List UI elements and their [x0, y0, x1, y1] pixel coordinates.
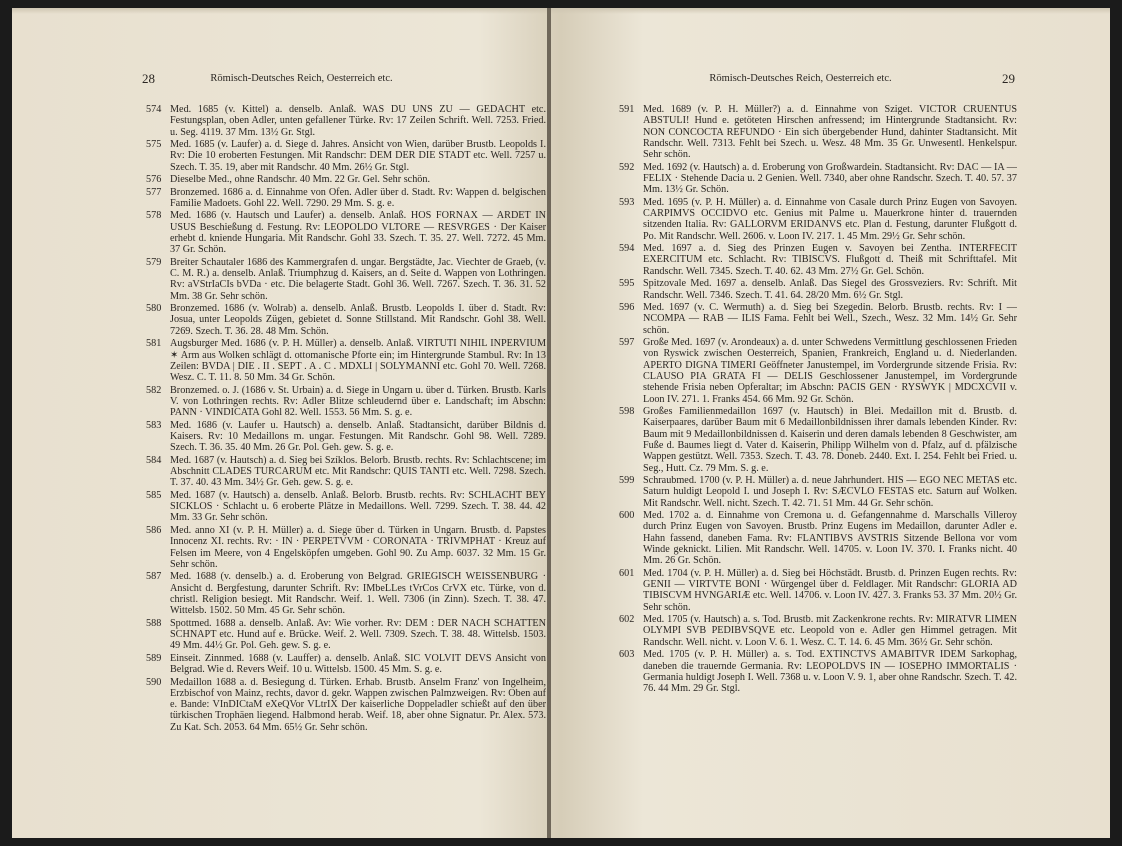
running-title: Römisch-Deutsches Reich, Oesterreich etc.	[210, 73, 393, 84]
entry-text: Breiter Schautaler 1686 des Kammergrafen d. ungar. Bergstädte, Jac. Viechter de Graeb, (v. C. M. R.) a. denselb. Anlaß. Triumphzug d. Kaisers, an d. Seite d. Wappen von Lothringen. Rv: aVStrIaCIs bVDa · etc. Die belagerte Stadt. Gohl 36. Well. 7267. Szech. T. 36. 31. 52 Mm. 38 Gr. Sehr schön.	[170, 256, 546, 302]
entry-number: 585	[146, 489, 162, 501]
entry-text: Med. 1688 (v. denselb.) a. d. Eroberung von Belgrad. GRIEGISCH WEISSENBURG · Ansicht d. Bergfestung, darunter Schrift. Rv: IMbeLLes tVrCos CrVX etc. Türke, von d. christl. Religion besiegt. Mit Randschr. Weif. 1. Well. 7306 (in Zinn). Szech. T. 38. 47. Wittelsb. 1502. 50 Mm. 45 Gr. Sehr schön.	[170, 571, 546, 617]
entry-text: Med. 1687 (v. Hautsch) a. d. Sieg bei Szíklos. Belorb. Brustb. rechts. Rv: Schlachtscene; im Abschnitt CLADES TURCARUM etc. Mit Randschr: QUIS TANTI etc. Well. 7298. Szech. T. 37. 40. 43 Mm. 34½ Gr. Geh. gew. S. g. e.	[170, 454, 546, 489]
entry-number: 575	[146, 139, 162, 151]
catalog-entry	[619, 243, 1017, 277]
entry-number: 580	[146, 303, 162, 315]
catalog-entry	[146, 490, 546, 524]
entry-number: 596	[619, 301, 635, 313]
entry-text: Schraubmed. 1700 (v. P. H. Müller) a. d. neue Jahrhundert. HIS — EGO NEC METAS etc. Saturn huldigt Leopold I. und Joseph I. Rv: SÆCVLO FESTAS etc. Saturn auf Wolken. Mit Randschr. Well. nicht. Szech. T. 42. 71. 51 Mm. 44 Gr. Sehr schön.	[643, 475, 1017, 509]
entry-text: Bronzemed. 1686 (v. Wolrab) a. denselb. Anlaß. Brustb. Leopolds I. über d. Stadt. Rv: Josua, unter Leopolds Zügen, gebietet d. Sonne Stillstand. Mit Randschr. Gohl 38. Well. 7269. Szech. T. 36. 28. 48 Mm. Schön.	[170, 303, 546, 337]
entry-text: Med. 1689 (v. P. H. Müller?) a. d. Einnahme von Sziget. VICTOR CRUENTUS ABSTULI! Hund e. getöteten Hirschen anfressend; im Hintergrunde Stadtansicht. Rv: NON CONCOCTA REFUNDO · Ein sich übergebender Hund, dahinter Stadtansicht. Mit Randschr. Well. 7313. Fehlt bei Szech. u. Wesz. 48 Mm. 35 Gr. Unwesentl. Henkelspur. Sehr schön.	[643, 104, 1017, 161]
entry-text: Med. 1697 (v. C. Wermuth) a. d. Sieg bei Szegedin. Belorb. Brustb. rechts. Rv: I — NCOMPA — RAB — ILIS Fama. Fehlt bei Well., Szech., Wesz. 32 Mm. 14½ Gr. Sehr schön.	[643, 301, 1017, 336]
catalog-entry	[146, 303, 546, 337]
catalog-entry	[619, 649, 1017, 694]
entry-number: 583	[146, 419, 162, 431]
catalog-entry	[146, 420, 546, 454]
catalog-entry	[146, 525, 546, 570]
entry-number: 595	[619, 278, 635, 290]
entry-number: 577	[146, 186, 162, 198]
catalog-entry	[146, 571, 546, 616]
catalog-entry	[619, 197, 1017, 242]
catalog-column	[146, 104, 546, 734]
entry-number: 588	[146, 617, 162, 629]
catalog-entry	[619, 568, 1017, 613]
entry-number: 601	[619, 567, 635, 579]
entry-text: Spottmed. 1688 a. denselb. Anlaß. Av: Wie vorher. Rv: DEM : DER NACH SCHATTEN SCHNAPT etc. Hund auf e. Brücke. Weif. 2. Well. 7309. Szech. T. 38. 48. Wittelsb. 1503. 49 Mm. 44½ Gr. Pol. Geh. gew. S. g. e.	[170, 617, 546, 652]
entry-number: 589	[146, 652, 162, 664]
entry-text: Medaillon 1688 a. d. Besiegung d. Türken. Erhab. Brustb. Anselm Franz' von Ingelheim, Erzbischof von Mainz, rechts, davor d. gekr. Wappen zwischen Palmzweigen. Rv: Oben auf e. Bande: VInDICtaM eXeQVor VLtrIX Der kaiserliche Doppeladler schießt auf den über türkischen Trophäen liegend. Halbmond herab. Weif. 18, aber ohne Signatur. Pr. Alex. 573. Zu Kat. Sch. 2053. 64 Mm. 65½ Gr. Sehr schön.	[170, 676, 546, 733]
entry-number: 600	[619, 510, 635, 522]
catalog-entry	[146, 618, 546, 652]
entry-number: 599	[619, 475, 635, 486]
entry-text: Bronzemed. o. J. (1686 v. St. Urbain) a. d. Siege in Ungarn u. über d. Türken. Brustb. Karls V. von Lothringen rechts. Rv: Adler Blitze schleudernd über e. Landschaft; im Abschn: PANN · VINDICATA Gohl 82. Well. 1553. 56 Mm. S. g. e.	[170, 384, 546, 419]
entry-number: 602	[619, 614, 635, 626]
page-shadow	[12, 8, 561, 14]
entry-number: 576	[146, 174, 162, 186]
entry-number: 578	[146, 210, 162, 222]
entry-number: 584	[146, 454, 162, 466]
right-page	[561, 8, 1110, 838]
entry-number: 591	[619, 104, 635, 115]
book-gutter	[547, 8, 551, 838]
catalog-entry	[146, 104, 546, 138]
entry-number: 582	[146, 384, 162, 396]
catalog-entry	[146, 653, 546, 676]
entry-text: Med. 1692 (v. Hautsch) a. d. Eroberung von Großwardein. Stadtansicht. Rv: DAC — IA — FELIX · Stehende Dacia u. 2 Genien. Well. 7340, aber ohne Randschr. Szech. T. 40. 57. 37 Mm. 13½ Gr. Schön.	[643, 161, 1017, 196]
entry-number: 594	[619, 243, 635, 255]
entry-text: Med. 1705 (v. P. H. Müller) a. s. Tod. EXTINCTVS AMABITVR IDEM Sarkophag, daneben die trauernde Germania. Rv: LEOPOLDVS IN — IOSEPHO IMMORTALIS · Germania huldigt Joseph I. Well. 7368 u. v. Loon V. 9. 1, aber ohne Randschr. Szech. T. 42. 76. 44 Mm. 29 Gr. Stgl.	[643, 649, 1017, 695]
catalog-entry	[146, 455, 546, 489]
entry-text: Med. 1687 (v. Hautsch) a. denselb. Anlaß. Belorb. Brustb. rechts. Rv: SCHLACHT BEY SICKLOS · Schlacht u. 6 eroberte Plätze in Medaillons. Well. 7299. Szech. T. 38. 44. 42 Mm. 33 Gr. Sehr schön.	[170, 489, 546, 524]
entry-number: 593	[619, 196, 635, 208]
catalog-entry	[619, 104, 1017, 160]
catalog-entry	[146, 139, 546, 173]
entry-number: 590	[146, 676, 162, 688]
running-title: Römisch-Deutsches Reich, Oesterreich etc.	[709, 73, 892, 84]
page-number: 28	[142, 71, 155, 86]
entry-text: Med. 1697 a. d. Sieg des Prinzen Eugen v. Savoyen bei Zentha. INTERFECIT EXERCITUM etc. Schlacht. Rv: TIBISCVS. Flußgott d. Theiß mit Schrifttafel. Mit Randschr. Well. 7345. Szech. T. 40. 62. 43 Mm. 27½ Gr. Gel. Schön.	[643, 243, 1017, 277]
entry-text: Große Med. 1697 (v. Arondeaux) a. d. unter Schwedens Vermittlung geschlossenen Frieden von Ryswick zwischen Oesterreich, Spanien, Frankreich, England u. d. Niederlanden. APERTO DIGNA TIMERI Geöffneter Janustempel, im Vordergrunde sitzende Frisia. Rv: CLAUSO PIA GRATA FI — DELIS Geschlossener Janustempel, im Vordergrunde stehende Frisia neben Opferaltar; im Abschn: PACIS GEN · RYSWYK | MDCXCVII v. Loon IV. 271. 1. Franks 454. 66 Mm. 92 Gr. Schön.	[643, 337, 1017, 405]
entry-text: Med. 1685 (v. Kittel) a. denselb. Anlaß. WAS DU UNS ZU — GEDACHT etc. Festungsplan, oben Adler, unten gefallener Türke. Rv: 17 Zeilen Schrift. Well. 7253. Fried. u. Seg. 4119. 37 Mm. 13½ Gr. Stgl.	[170, 104, 546, 138]
entry-number: 587	[146, 571, 162, 583]
catalog-entry	[619, 510, 1017, 566]
entry-text: Dieselbe Med., ohne Randschr. 40 Mm. 22 Gr. Gel. Sehr schön.	[170, 174, 431, 186]
page-shadow	[561, 8, 1110, 14]
catalog-entry	[146, 338, 546, 383]
left-page	[12, 8, 561, 838]
page-number: 29	[1002, 71, 1015, 86]
entry-text: Med. anno XI (v. P. H. Müller) a. d. Siege über d. Türken in Ungarn. Brustb. d. Papstes Innocenz XI. rechts. Rv: · IN · PERPETVVM · CORONATA · TRIVMPHAT · Kreuz auf Felsen im Meere, von 4 Engelsköpfen umgeben. Gohl 90. Zu Amp. 6037. 32 Mm. 15 Gr. Sehr schön.	[170, 524, 546, 570]
catalog-entry	[619, 278, 1017, 301]
entry-text: Med. 1685 (v. Laufer) a. d. Siege d. Jahres. Ansicht von Wien, darüber Brustb. Leopolds I. Rv: Die 10 eroberten Festungen. Mit Randschr: DEM DER DIE STADT etc. Well. 7257 u. Szech. T. 35. 19, aber mit Randschr. 40 Mm. 26½ Gr. Stgl.	[170, 139, 546, 173]
book-spread	[12, 8, 1110, 838]
entry-text: Großes Familienmedaillon 1697 (v. Hautsch) in Blei. Medaillon mit d. Brustb. d. Kaiserpaares, darüber Baum mit 6 Medaillonbildnissen ihrer damals lebenden Kinder. Rv: Baum mit 9 Medaillonbildnissen d. Kaiserin und deren damals lebenden 8 Geschwister, am Fuße d. Baumes liegt d. Vater d. Kaiserin, Philipp Wilhelm von d. Pfalz, auf d. pfälzische Wappen gestützt. Well. 7353. Szech. T. 43. 78. Doneb. 2440. Ext. I. 254. Fehlt bei Fried. u. Seg., Hutt. Cz. 79 Mm. S. g. e.	[643, 406, 1017, 474]
catalog-entry	[619, 337, 1017, 405]
entry-text: Med. 1702 a. d. Einnahme von Cremona u. d. Gefangennahme d. Marschalls Villeroy durch Prinz Eugen von Savoyen. Brustb. Prinz Eugens im Medaillon, darunter Adler e. Hahn fassend, daneben Fama. Rv: FLANTIBVS AVSTRIS Sitzende Bellona vor vom Winde geknickt. Lilien. Mit Randschr. Well. 14705. v. Loon IV. 370. I. Franks nicht. 40 Mm. 26 Gr. Schön.	[643, 510, 1017, 567]
entry-text: Med. 1695 (v. P. H. Müller) a. d. Einnahme von Casale durch Prinz Eugen von Savoyen. CARPIMVS OCCIDVO etc. Genius mit Palme u. Mauerkrone hinter d. trauernden sitzenden Italia. Rv: GALLORVM ERIDANVS etc. Plan d. Festung, darunter Flußgott d. Po. Mit Randschr. Well. 2606. v. Loon IV. 217. 1. 45 Mm. 29½ Gr. Sehr schön.	[643, 196, 1017, 242]
entry-text: Einseit. Zinnmed. 1688 (v. Lauffer) a. denselb. Anlaß. SIC VOLVIT DEVS Ansicht von Belgrad. Wie d. Revers Weif. 10 u. Wittelsb. 1500. 45 Mm. S. g. e.	[170, 652, 546, 676]
entry-text: Med. 1705 (v. Hautsch) a. s. Tod. Brustb. mit Zackenkrone rechts. Rv: MIRATVR LIMEN OLYMPI SVB PEDIBVSQVE etc. Leopold von e. Adler gen Himmel getragen. Mit Randschr. Well. nicht. v. Loon V. 6. 1. Wesz. C. T. 14. 6. 45 Mm. 36½ Gr. Sehr schön.	[643, 614, 1017, 648]
entry-text: Bronzemed. 1686 a. d. Einnahme von Ofen. Adler über d. Stadt. Rv: Wappen d. belgischen Familie Madoets. Gohl 22. Well. 7290. 29 Mm. S. g. e.	[170, 186, 546, 209]
catalog-entry	[619, 302, 1017, 336]
entry-number: 586	[146, 524, 162, 536]
catalog-entry	[146, 174, 546, 185]
entry-text: Med. 1686 (v. Hautsch und Laufer) a. denselb. Anlaß. HOS FORNAX — ARDET IN USUS Beschießung d. Festung. Rv: LEOPOLDO VLTORE — RESVRGES · Der Kaiser erhebt d. kniende Hungaria. Mit Randschr. Gohl 33. Szech. T. 35. 27. Well. 7272. 45 Mm. 37 Gr. Schön.	[170, 210, 546, 256]
entry-number: 592	[619, 161, 635, 173]
catalog-entry	[146, 210, 546, 255]
catalog-entry	[619, 162, 1017, 196]
entry-text: Med. 1686 (v. Laufer u. Hautsch) a. denselb. Anlaß. Stadtansicht, darüber Bildnis d. Kaisers. Rv: 10 Medaillons m. ungar. Festungen. Mit Randschr. Gohl 98. Well. 7289. Szech. T. 36. 35. 40 Mm. 26 Gr. Pol. Geh. gew. S. g. e.	[170, 419, 546, 454]
catalog-entry	[619, 614, 1017, 648]
catalog-entry	[146, 385, 546, 419]
catalog-column	[619, 104, 1017, 696]
catalog-entry	[146, 187, 546, 210]
entry-number: 598	[619, 406, 635, 418]
entry-number: 597	[619, 337, 635, 349]
catalog-entry	[146, 257, 546, 302]
entry-number: 603	[619, 649, 635, 661]
catalog-entry	[619, 475, 1017, 509]
entry-text: Augsburger Med. 1686 (v. P. H. Müller) a. denselb. Anlaß. VIRTUTI NIHIL INPERVIUM ✶ Arm aus Wolken schlägt d. ottomanische Pforte ein; im Hintergrunde Stambul. Rv: In 13 Zeilen: BVDA | DIE . II . SEPT . A . C . MDXLI | SOLYMANNI etc. Gohl 70. Well. 7268. Wesz. C. T. 11. 8. 50 Mm. 34 Gr. Schön.	[170, 338, 546, 384]
entry-number: 581	[146, 338, 162, 350]
entry-text: Spitzovale Med. 1697 a. denselb. Anlaß. Das Siegel des Grossveziers. Rv: Schrift. Mit Randschr. Well. 7346. Szech. T. 41. 64. 28/20 Mm. 6½ Gr. Stgl.	[643, 278, 1017, 301]
entry-text: Med. 1704 (v. P. H. Müller) a. d. Sieg bei Höchstädt. Brustb. d. Prinzen Eugen rechts. Rv: GENII — VIRTVTE BONI · Würgengel über d. Feldlager. Mit Randschr: GLORIA AD TIBISCVM HVNGARIÆ etc. Well. 14706. v. Loon IV. 427. 3. Franks 53. 37 Mm. 20½ Gr. Sehr schön.	[643, 567, 1017, 613]
entry-number: 574	[146, 104, 162, 115]
entry-number: 579	[146, 256, 162, 268]
catalog-entry	[146, 677, 546, 733]
catalog-entry	[619, 406, 1017, 474]
